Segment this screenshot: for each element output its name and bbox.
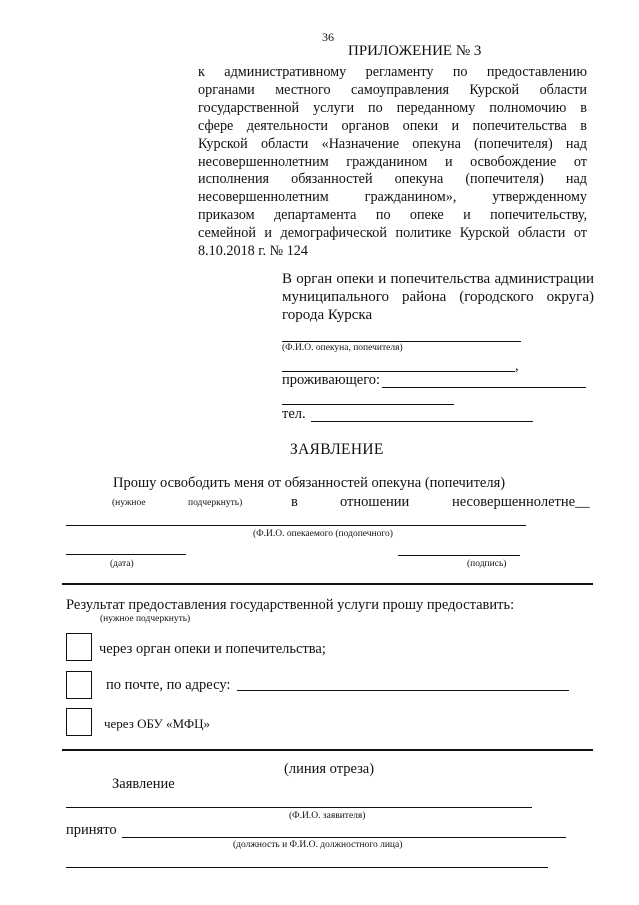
preamble-line: Курской области «Назначение опекуна (попечителя) над	[198, 135, 587, 152]
guardian-fio-caption: (Ф.И.О. опекуна, попечителя)	[282, 343, 403, 353]
phone-label: тел.	[282, 406, 306, 422]
residence-field-2[interactable]	[282, 404, 454, 405]
applicant-caption: (Ф.И.О. заявителя)	[289, 811, 366, 821]
option-office-checkbox[interactable]	[66, 633, 92, 661]
preamble-line: органами местного самоуправления Курской области	[198, 81, 587, 98]
guardian-fio-field[interactable]	[282, 341, 521, 342]
page-number: 36	[322, 30, 334, 44]
result-heading: Результат предоставления государственной услуги прошу предоставить:	[66, 597, 515, 613]
result-hint: (нужное подчеркнуть)	[100, 614, 191, 624]
addressee-line: муниципального района (городского округа)	[282, 288, 594, 305]
section-divider	[62, 583, 593, 585]
applicant-fio-field[interactable]	[66, 807, 532, 808]
preamble-line: исполнения обязанностей опекуна (попечителя) над	[198, 171, 587, 188]
preamble-line: сфере деятельности органов опеки и попечительства в	[198, 117, 587, 134]
preamble-line: несовершеннолетним гражданином и освобождение от	[198, 153, 587, 170]
official-field[interactable]	[122, 837, 566, 838]
preamble-line: семейной и демографической политике Курской области от	[198, 225, 587, 242]
residing-label: проживающего:	[282, 372, 381, 388]
relation-word-2: отношении	[340, 494, 410, 510]
addressee-line: города Курска	[282, 306, 373, 323]
signature-field[interactable]	[398, 555, 520, 556]
residence-field[interactable]	[382, 387, 586, 388]
addressee-block	[282, 271, 594, 324]
option-mfc-label: через ОБУ «МФЦ»	[104, 716, 211, 731]
option-office-label: через орган опеки и попечительства;	[99, 641, 326, 657]
accepted-label: принято	[66, 822, 117, 838]
ward-fio-field[interactable]	[66, 525, 526, 526]
preamble-line: несовершеннолетним гражданином», утвержденному	[198, 189, 587, 206]
request-text: Прошу освободить меня от обязанностей опекуна (попечителя)	[113, 475, 506, 491]
option-mail-checkbox[interactable]	[66, 671, 92, 699]
mail-address-field[interactable]	[237, 690, 569, 691]
bottom-line[interactable]	[66, 867, 548, 868]
comma: ,	[515, 358, 519, 374]
official-caption: (должность и Ф.И.О. должностного лица)	[233, 840, 403, 850]
statement-label: Заявление	[112, 776, 175, 792]
cut-line-label: (линия отреза)	[284, 761, 375, 777]
preamble-line: к административному регламенту по предоставлению	[198, 64, 587, 80]
underline-hint-1: (нужное	[112, 498, 146, 508]
date-field[interactable]	[66, 554, 186, 555]
relation-word-3: несовершеннолетне__	[452, 494, 590, 510]
option-mail-label: по почте, по адресу:	[106, 677, 231, 693]
option-mfc-checkbox[interactable]	[66, 708, 92, 736]
addressee-line: В орган опеки и попечительства администрации	[282, 271, 594, 287]
preamble-line: приказом департамента по опеке и попечительству,	[198, 207, 587, 224]
phone-field[interactable]	[311, 421, 533, 422]
annex-title: ПРИЛОЖЕНИЕ № 3	[348, 43, 482, 59]
relation-word-1: в	[291, 494, 298, 510]
preamble-line: 8.10.2018 г. № 124	[198, 243, 308, 260]
preamble-line: государственной услуги по переданному полномочию в	[198, 99, 587, 116]
annex-preamble	[198, 64, 587, 261]
cut-divider	[62, 749, 593, 751]
form-title: ЗАЯВЛЕНИЕ	[290, 441, 384, 458]
ward-fio-caption: (Ф.И.О. опекаемого (подопечного)	[253, 529, 393, 539]
date-caption: (дата)	[110, 559, 134, 569]
signature-caption: (подпись)	[467, 559, 507, 569]
underline-hint-2: подчеркнуть)	[188, 498, 243, 508]
